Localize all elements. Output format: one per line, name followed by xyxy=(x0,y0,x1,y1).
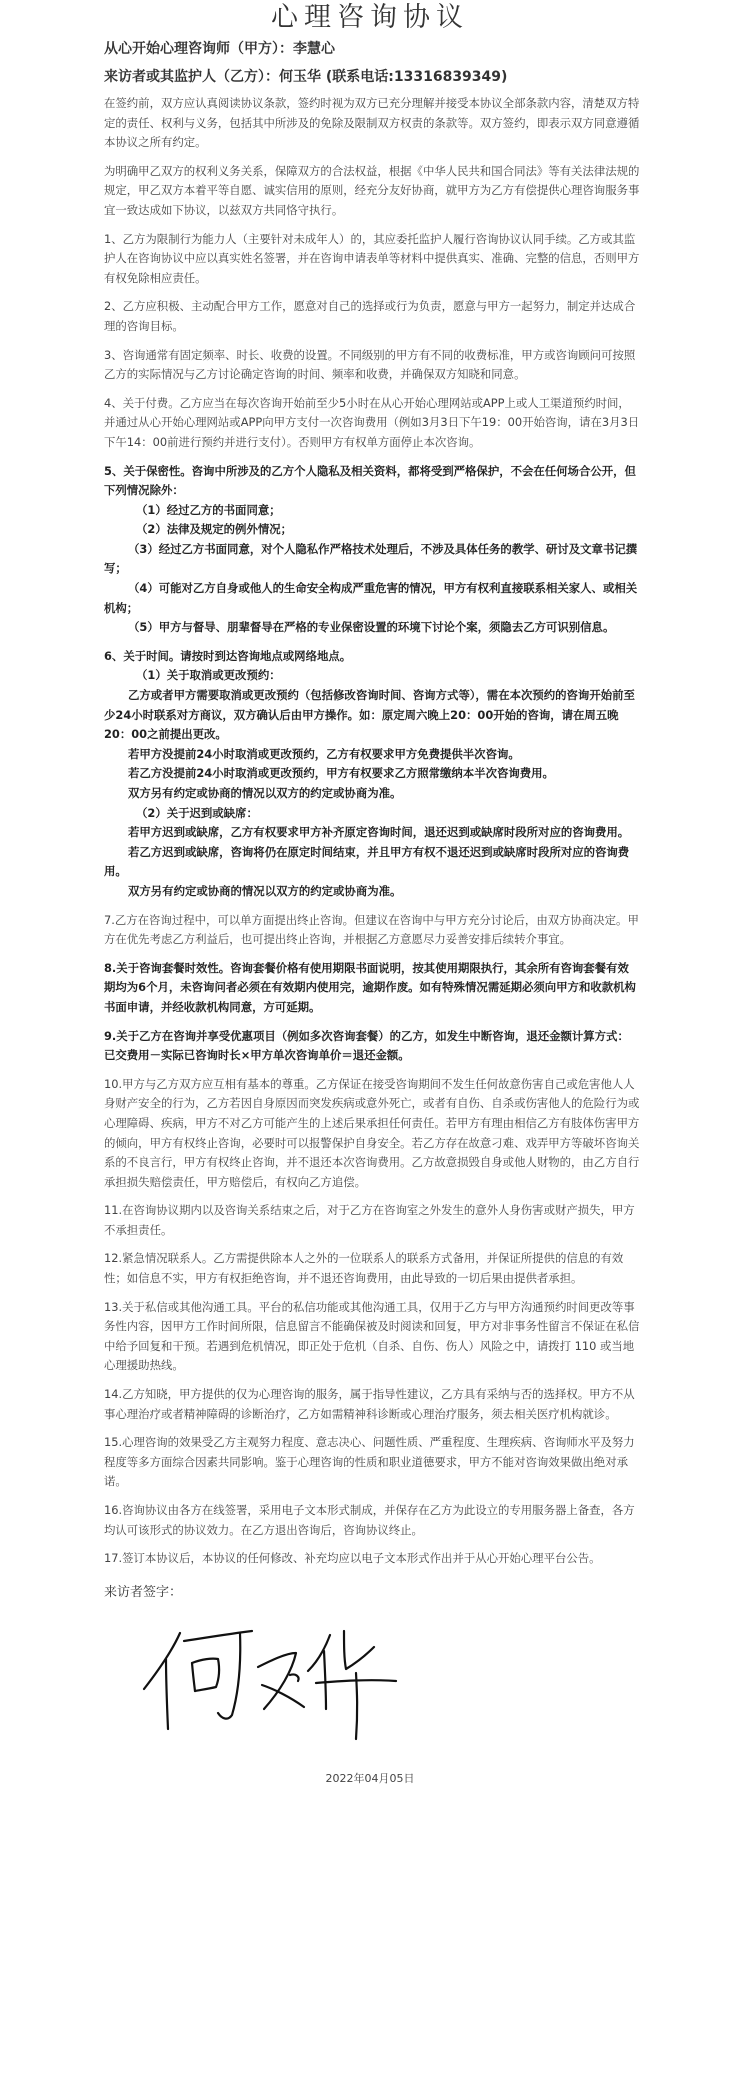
clause-6-sub1: （1）关于取消或更改预约： xyxy=(136,668,281,683)
clause-17: 17.签订本协议后，本协议的任何修改、补充均应以电子文本形式作出并于从心开始心理平台公告。 xyxy=(104,1551,601,1566)
clause-6-sub1-c: 双方另有约定或协商的情况以双方的约定或协商为准。 xyxy=(128,786,402,800)
clause-6-sub1-b: 若乙方没提前24小时取消或更改预约，甲方有权要求乙方照常缴纳本半次咨询费用。 xyxy=(128,766,554,781)
clause-3: 3、咨询通常有固定频率、时长、收费的设置。不同级别的甲方有不同的收费标准，甲方或咨询顾问可按照乙方的实际情况与乙方讨论确定咨询的时间、频率和收费，并确保双方知晓和同意。 xyxy=(104,347,636,382)
party-b-line: 来访者或其监护人（乙方）：何玉华 (联系电话:13316839349) xyxy=(104,69,508,85)
party-a-line: 从心开始心理咨询师（甲方）：李慧心 xyxy=(104,41,335,57)
clause-4: 4、关于付费。乙方应当在每次咨询开始前至少5小时在从心开始心理网站或APP上或人工渠道预约时间，并通过从心开始心理网站或APP向甲方支付一次咨询费用（例如3月3日下午19：00开始咨询，请在3月3日下午14：00前进行预约并进行支付）。否则甲方有权单方面停止本次咨询。 xyxy=(104,395,640,449)
signing-date: 2022年04月05日 xyxy=(325,1772,415,1786)
clause-16: 16.咨询协议由各方在线签署，采用电子文本形式制成，并保存在乙方为此设立的专用服务器上备查，各方均认可该形式的协议效力。在乙方退出咨询后，咨询协议终止。 xyxy=(104,1503,635,1537)
clause-5-item: （3）经过乙方书面同意，对个人隐私作严格技术处理后，不涉及具体任务的教学、研讨及文章书记撰写； xyxy=(104,541,638,576)
clause-6-sub2: （2）关于迟到或缺席： xyxy=(136,805,258,820)
agreement-body xyxy=(104,94,640,1789)
clause-5-item: （5）甲方与督导、朋辈督导在严格的专业保密设置的环境下讨论个案，须隐去乙方可识别信息。 xyxy=(128,620,615,635)
clause-5-lead: 5、关于保密性。咨询中所涉及的乙方个人隐私及相关资料，都将受到严格保护，不会在任何场合公开，但下列情况除外： xyxy=(104,463,636,498)
clause-9: 9.关于乙方在咨询并享受优惠项目（例如多次咨询套餐）的乙方，如发生中断咨询，退还金额计算方式：已交费用－实际已咨询时长×甲方单次咨询单价＝退还金额。 xyxy=(104,1028,629,1063)
clause-5-item: （1）经过乙方的书面同意； xyxy=(136,502,281,517)
clause-6-sub1-a: 若甲方没提前24小时取消或更改预约，乙方有权要求甲方免费提供半次咨询。 xyxy=(128,746,520,761)
clause-5-item: （4）可能对乙方自身或他人的生命安全构成严重危害的情况，甲方有权利直接联系相关家人、或相关机构； xyxy=(104,581,638,615)
clause-13: 13.关于私信或其他沟通工具。平台的私信功能或其他沟通工具，仅用于乙方与甲方沟通预约时间更改等事务性内容，因甲方工作时间所限，信息留言不能确保被及时阅读和回复，甲方对非事务性留言不保证在私信中给予回复和干预。若遇到危机情况，即正处于危机（自杀、自伤、伤人）风险之中，请拨打 110 或当地心理援助热线。 xyxy=(104,1299,640,1373)
clause-5-item: （2）法律及规定的例外情况； xyxy=(136,522,293,537)
clause-14: 14.乙方知晓，甲方提供的仅为心理咨询的服务，属于指导性建议，乙方具有采纳与否的选择权。甲方不从事心理治疗或者精神障碍的诊断治疗，乙方如需精神科诊断或心理治疗服务，须去相关医疗机构就诊。 xyxy=(104,1387,635,1421)
clause-10: 10.甲方与乙方双方应互相有基本的尊重。乙方保证在接受咨询期间不发生任何故意伤害自己或危害他人人身财产安全的行为，乙方若因自身原因而突发疾病或意外死亡，或者有自伤、自杀或伤害他人的危险行为或心理障碍、疾病，甲方不对乙方可能产生的上述后果承担任何责任。若甲方有理由相信乙方有肢体伤害甲方的倾向，甲方有权终止咨询，必要时可以报警保护自身安全。若乙方存在故意刁难、戏弄甲方等破坏咨询关系的不良言行，甲方有权终止咨询，并不退还本次咨询费用。乙方故意损毁自身或他人财物的，由乙方自行承担损失赔偿责任，甲方赔偿后，有权向乙方追偿。 xyxy=(104,1076,640,1189)
clause-6-lead: 6、关于时间。请按时到达咨询地点或网络地点。 xyxy=(104,648,352,663)
document-title: 心理咨询协议 xyxy=(271,2,469,33)
clause-8: 8.关于咨询套餐时效性。咨询套餐价格有使用期限书面说明，按其使用期限执行，其余所有咨询套餐有效期均为6个月，未咨询问者必须在有效期内使用完，逾期作废。如有特殊情况需延期必须向甲方和收款机构书面申请，并经收款机构同意，方可延期。 xyxy=(104,960,636,1014)
clause-2: 2、乙方应积极、主动配合甲方工作，愿意对自己的选择或行为负责，愿意与甲方一起努力，制定并达成合理的咨询目标。 xyxy=(104,299,636,333)
clause-6-sub2-c: 双方另有约定或协商的情况以双方的约定或协商为准。 xyxy=(128,883,402,898)
signature-label: 来访者签字： xyxy=(104,1584,183,1600)
clause-6-sub1-text: 乙方或者甲方需要取消或更改预约（包括修改咨询时间、咨询方式等），需在本次预约的咨询开始前至少24小时联系对方商议，双方确认后由甲方操作。如：原定周六晚上20：00开始的咨询，请在周五晚20：00之前提出更改。 xyxy=(104,688,635,742)
clause-6-sub2-b: 若乙方迟到或缺席，咨询将仍在原定时间结束，并且甲方有权不退还迟到或缺席时段所对应的咨询费用。 xyxy=(104,844,630,879)
handwritten-signature xyxy=(140,1611,440,1741)
clause-6-sub2-a: 若甲方迟到或缺席，乙方有权要求甲方补齐原定咨询时间，退还迟到或缺席时段所对应的咨询费用。 xyxy=(128,825,630,840)
clause-11: 11.在咨询协议期内以及咨询关系结束之后，对于乙方在咨询室之外发生的意外人身伤害或财产损失，甲方不承担责任。 xyxy=(104,1203,635,1237)
purpose-paragraph: 为明确甲乙双方的权利义务关系，保障双方的合法权益，根据《中华人民共和国合同法》等有关法律法规的规定，甲乙双方本着平等自愿、诚实信用的原则，经充分友好协商，就甲方为乙方有偿提供心理咨询服务事宜一致达成如下协议，以兹双方共同恪守执行。 xyxy=(104,163,640,217)
intro-paragraph: 在签约前，双方应认真阅读协议条款，签约时视为双方已充分理解并接受本协议全部条款内容，清楚双方特定的责任、权利与义务，包括其中所涉及的免除及限制双方权责的条款等。双方签约，即表示双方同意遵循本协议之所有约定。 xyxy=(104,96,640,150)
clause-12: 12.紧急情况联系人。乙方需提供除本人之外的一位联系人的联系方式备用，并保证所提供的信息的有效性；如信息不实，甲方有权拒绝咨询，并不退还咨询费用，由此导致的一切后果由提供者承担。 xyxy=(104,1251,624,1286)
clause-7: 7.乙方在咨询过程中，可以单方面提出终止咨询。但建议在咨询中与甲方充分讨论后，由双方协商决定。甲方在优先考虑乙方利益后，也可提出终止咨询，并根据乙方意愿尽力妥善安排后续转介事宜。 xyxy=(104,912,639,947)
clause-15: 15.心理咨询的效果受乙方主观努力程度、意志决心、问题性质、严重程度、生理疾病、咨询师水平及努力程度等多方面综合因素共同影响。鉴于心理咨询的性质和职业道德要求，甲方不能对咨询效果做出绝对承诺。 xyxy=(104,1435,635,1489)
clause-1: 1、乙方为限制行为能力人（主要针对未成年人）的，其应委托监护人履行咨询协议认同手续。乙方或其监护人在咨询协议中应以真实姓名签署，并在咨询申请表单等材料中提供真实、准确、完整的信息，否则甲方有权免除相应责任。 xyxy=(104,231,640,285)
